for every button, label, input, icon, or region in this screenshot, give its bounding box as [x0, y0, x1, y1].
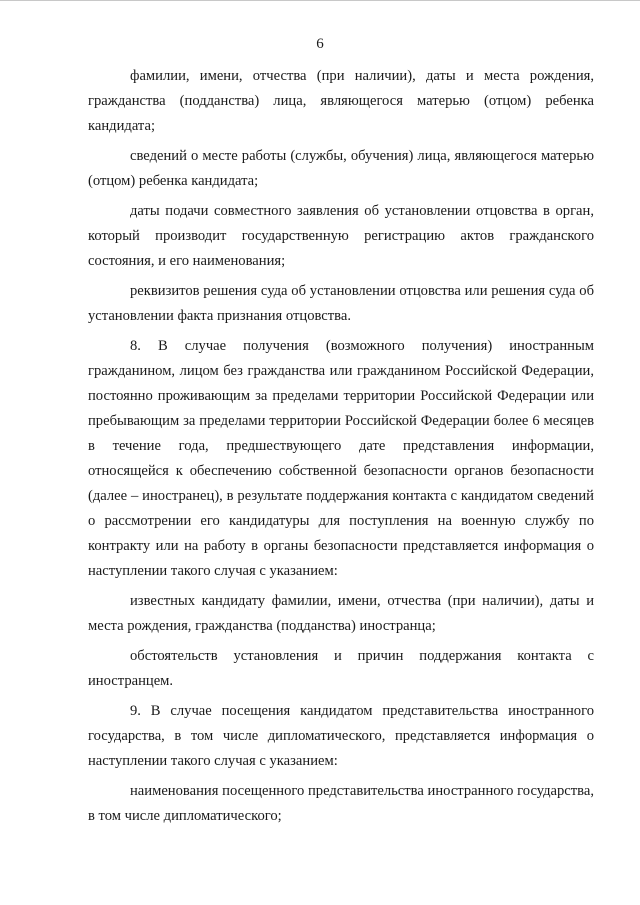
page-number: 6 [316, 36, 324, 52]
top-scan-edge [0, 0, 640, 1]
paragraph-foreigner-identity: известных кандидату фамилии, имени, отчества (при наличии), даты и места рождения, гражданства (подданства) иностранца; [88, 593, 594, 634]
paragraph-item-9: 9. В случае посещения кандидатом представительства иностранного государства, в том числе дипломатического, представляется информация о наступлении такого случая с указанием: [88, 703, 594, 769]
paragraph-court-decision: реквизитов решения суда об установлении отцовства или решения суда об установлении факта признания отцовства. [88, 283, 594, 324]
paragraph-contact-circumstances: обстоятельств установления и причин поддержания контакта с иностранцем. [88, 648, 594, 689]
paragraph-item-8: 8. В случае получения (возможного получения) иностранным гражданином, лицом без гражданства или гражданином Российской Федерации, постоянно проживающим за пределами территории Российской Федерации или пребывающим за пределами территории Российской Федерации более 6 месяцев в течение года, предшествующего дате представления информации, относящейся к обеспечению собственной безопасности органов безопасности (далее – иностранец), в результате поддержания контакта с кандидатом сведений о рассмотрении его кандидатуры для поступления на военную службу по контракту или на работу в органы безопасности представляется информация о наступлении такого случая с указанием: [88, 338, 594, 579]
paragraph-representation-name: наименования посещенного представительства иностранного государства, в том числе дипломатического; [88, 783, 594, 824]
paragraph-paternity-application: даты подачи совместного заявления об установлении отцовства в орган, который производит государственную регистрацию актов гражданского состояния, и его наименования; [88, 203, 594, 269]
document-body [88, 64, 594, 834]
paragraph-parent-work: сведений о месте работы (службы, обучения) лица, являющегося матерью (отцом) ребенка кандидата; [88, 148, 594, 189]
paragraph-surname-birth: фамилии, имени, отчества (при наличии), даты и места рождения, гражданства (подданства) лица, являющегося матерью (отцом) ребенка кандидата; [88, 68, 594, 134]
